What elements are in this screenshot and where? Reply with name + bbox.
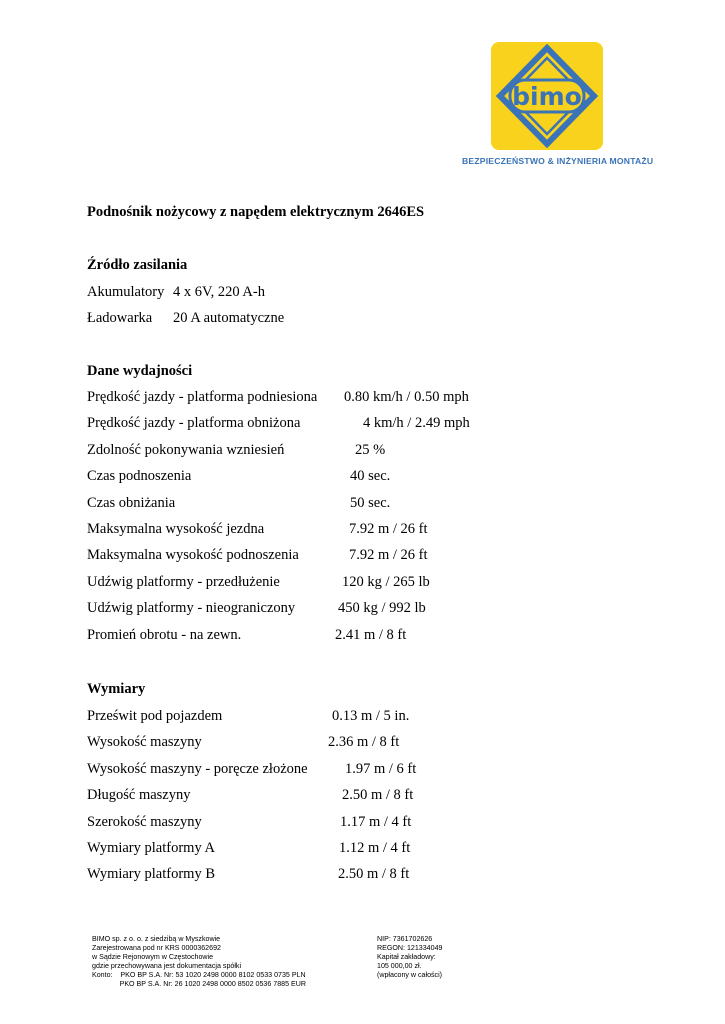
spec-label: Wymiary platformy B: [87, 866, 215, 882]
spec-label: Wysokość maszyny - poręcze złożone: [87, 761, 308, 777]
spec-row: [87, 521, 428, 538]
spec-label: Prześwit pod pojazdem: [87, 708, 223, 724]
spec-value: 1.17 m / 4 ft: [340, 814, 412, 830]
spec-row: [87, 866, 410, 883]
document-title: Podnośnik nożycowy z napędem elektrycznym 2646ES: [87, 204, 425, 220]
spec-label: Promień obrotu - na zewn.: [87, 627, 242, 643]
spec-row: [87, 574, 430, 591]
spec-value: 7.92 m / 26 ft: [349, 521, 428, 537]
spec-row: [87, 627, 407, 644]
spec-row: [87, 310, 285, 327]
spec-row: [87, 840, 411, 857]
footer-line: PKO BP S.A. Nr: 26 1020 2498 0000 8502 0536 7885 EUR: [92, 979, 307, 988]
spec-row: [87, 600, 426, 617]
spec-label: Prędkość jazdy - platforma obniżona: [87, 415, 301, 431]
spec-row: [87, 761, 417, 778]
spec-row: [87, 787, 414, 804]
spec-row: [87, 708, 410, 725]
section-heading-performance: Dane wydajności: [87, 363, 193, 379]
spec-label: Maksymalna wysokość jezdna: [87, 521, 265, 537]
footer-line: gdzie przechowywana jest dokumentacja spółki: [92, 961, 242, 970]
spec-value: 1.97 m / 6 ft: [345, 761, 417, 777]
footer-line: Zarejestrowana pod nr KRS 0000362692: [92, 943, 221, 952]
spec-value: 20 A automatyczne: [173, 310, 285, 326]
spec-value: 2.50 m / 8 ft: [342, 787, 414, 803]
spec-row: [87, 734, 400, 751]
footer-registration-info: [377, 935, 442, 980]
spec-row: [87, 495, 391, 512]
spec-row: [87, 547, 428, 564]
footer-line: Konto: PKO BP S.A. Nr: 53 1020 2498 0000 8102 0533 0735 PLN: [92, 970, 306, 979]
footer-line: Kapitał zakładowy:: [377, 952, 436, 961]
spec-value: 2.50 m / 8 ft: [338, 866, 410, 882]
spec-row: [87, 814, 412, 831]
footer-line: REGON: 121334049: [377, 943, 443, 952]
spec-label: Wymiary platformy A: [87, 840, 215, 856]
spec-value: 0.13 m / 5 in.: [332, 708, 410, 724]
footer-line: w Sądzie Rejonowym w Częstochowie: [92, 952, 214, 961]
spec-row: [87, 415, 470, 432]
spec-row: [87, 468, 391, 485]
spec-value: 1.12 m / 4 ft: [339, 840, 411, 856]
spec-value: 2.41 m / 8 ft: [335, 627, 407, 643]
spec-label: Długość maszyny: [87, 787, 191, 803]
spec-row: [87, 442, 386, 459]
footer-line: BIMO sp. z o. o. z siedzibą w Myszkowie: [92, 935, 221, 943]
spec-label: Udźwig platformy - przedłużenie: [87, 574, 280, 590]
spec-label: Czas obniżania: [87, 495, 176, 511]
footer-company-info: [92, 935, 306, 988]
footer-line: 105 000,00 zł.: [377, 961, 422, 970]
logo-badge: [491, 42, 603, 150]
spec-label: Szerokość maszyny: [87, 814, 202, 830]
logo-diamond-icon: [491, 42, 603, 150]
spec-value: 50 sec.: [350, 495, 391, 511]
spec-label: Akumulatory: [87, 284, 165, 300]
spec-value: 4 x 6V, 220 A-h: [173, 284, 265, 300]
spec-label: Wysokość maszyny: [87, 734, 202, 750]
spec-label: Czas podnoszenia: [87, 468, 192, 484]
spec-value: 120 kg / 265 lb: [342, 574, 430, 590]
spec-label: Udźwig platformy - nieograniczony: [87, 600, 296, 616]
logo-brand-text: bimo: [512, 82, 582, 111]
spec-value: 7.92 m / 26 ft: [349, 547, 428, 563]
spec-label: Ładowarka: [87, 310, 153, 326]
spec-value: 25 %: [355, 442, 386, 458]
footer-line: NIP: 7361702626: [377, 935, 433, 943]
logo-tagline: BEZPIECZEŃSTWO & INŻYNIERIA MONTAŻU: [462, 156, 654, 166]
footer-line: (wpłacony w całości): [377, 970, 443, 979]
spec-label: Zdolność pokonywania wzniesień: [87, 442, 285, 458]
spec-label: Maksymalna wysokość podnoszenia: [87, 547, 299, 563]
spec-row: [87, 284, 265, 301]
spec-label: Prędkość jazdy - platforma podniesiona: [87, 389, 318, 405]
section-heading-power: Źródło zasilania: [87, 257, 188, 273]
spec-value: 2.36 m / 8 ft: [328, 734, 400, 750]
spec-value: 40 sec.: [350, 468, 391, 484]
spec-value: 0.80 km/h / 0.50 mph: [344, 389, 469, 405]
spec-value: 450 kg / 992 lb: [338, 600, 426, 616]
spec-row: [87, 389, 469, 406]
spec-value: 4 km/h / 2.49 mph: [363, 415, 470, 431]
section-heading-dimensions: Wymiary: [87, 681, 146, 697]
